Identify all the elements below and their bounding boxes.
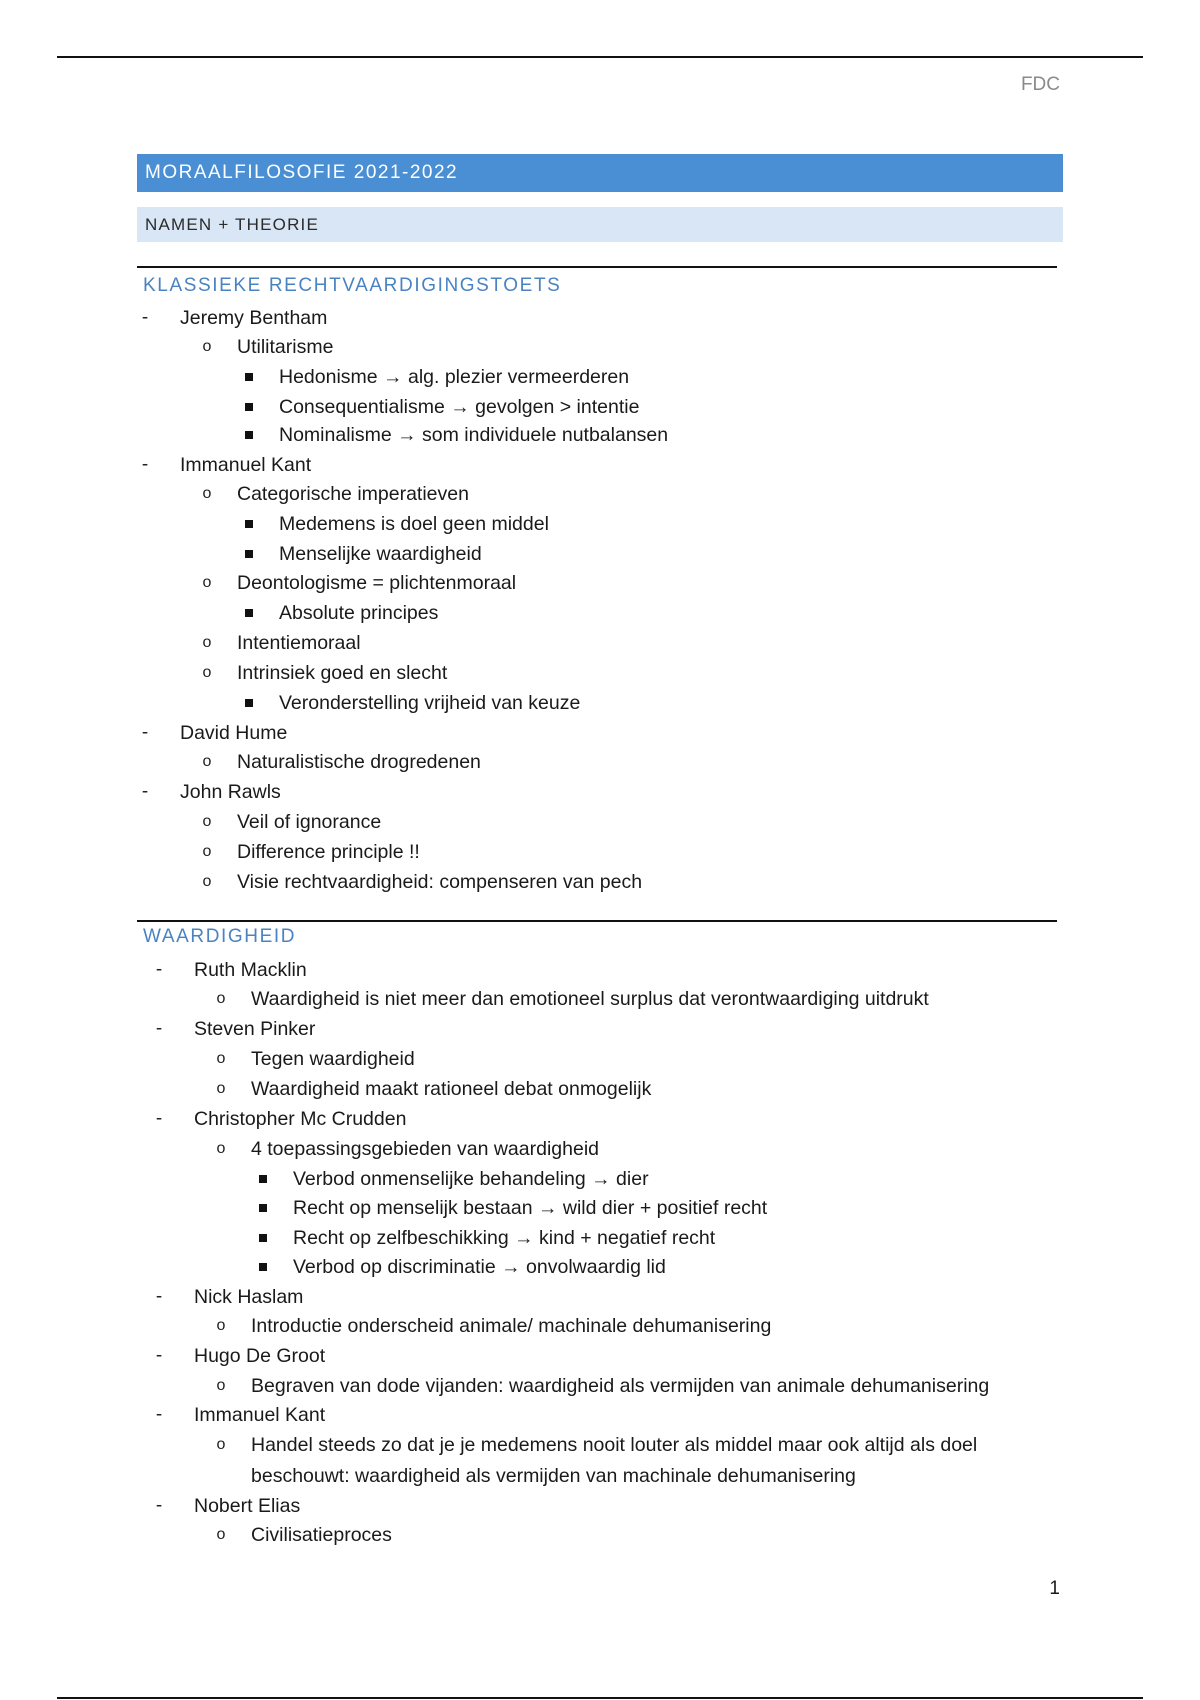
list-item: Veil of ignorance bbox=[237, 811, 382, 833]
list-item-name: Christopher Mc Crudden bbox=[194, 1108, 407, 1130]
list-item: Difference principle !! bbox=[237, 841, 420, 863]
square-bullet bbox=[245, 550, 253, 558]
list-item: Recht op menselijk bestaan → wild dier + positief recht bbox=[293, 1197, 768, 1219]
list-item: Waardigheid maakt rationeel debat onmogelijk bbox=[251, 1078, 652, 1100]
circle-bullet: o bbox=[216, 1080, 226, 1097]
list-item-name: John Rawls bbox=[180, 781, 281, 803]
list-item: Tegen waardigheid bbox=[251, 1048, 415, 1070]
dash-bullet: - bbox=[141, 722, 149, 743]
circle-bullet: o bbox=[216, 990, 226, 1007]
dash-bullet: - bbox=[155, 1108, 163, 1129]
list-item: Introductie onderscheid animale/ machinale dehumanisering bbox=[251, 1315, 772, 1337]
square-bullet bbox=[259, 1263, 267, 1271]
square-bullet bbox=[245, 699, 253, 707]
list-item: Intrinsiek goed en slecht bbox=[237, 662, 448, 684]
circle-bullet: o bbox=[216, 1317, 226, 1334]
list-item: Verbod op discriminatie → onvolwaardig lid bbox=[293, 1256, 666, 1278]
circle-bullet: o bbox=[202, 843, 212, 860]
page-bottom-rule bbox=[57, 1697, 1143, 1699]
section-divider bbox=[137, 920, 1057, 922]
dash-bullet: - bbox=[155, 1495, 163, 1516]
circle-bullet: o bbox=[216, 1377, 226, 1394]
dash-bullet: - bbox=[141, 307, 149, 328]
list-item-continuation: beschouwt: waardigheid als vermijden van machinale dehumanisering bbox=[251, 1465, 856, 1487]
list-item: Verbod onmenselijke behandeling → dier bbox=[293, 1168, 649, 1190]
dash-bullet: - bbox=[141, 454, 149, 475]
circle-bullet: o bbox=[202, 634, 212, 651]
list-item: Intentiemoraal bbox=[237, 632, 361, 654]
document-title: MORAALFILOSOFIE 2021-2022 bbox=[137, 154, 1063, 192]
dash-bullet: - bbox=[155, 1345, 163, 1366]
circle-bullet: o bbox=[202, 873, 212, 890]
square-bullet bbox=[259, 1204, 267, 1212]
list-item: Hedonisme → alg. plezier vermeerderen bbox=[279, 366, 630, 388]
list-item-name: Nick Haslam bbox=[194, 1286, 304, 1308]
circle-bullet: o bbox=[202, 574, 212, 591]
square-bullet bbox=[245, 520, 253, 528]
section-heading-waardigheid: WAARDIGHEID bbox=[143, 926, 297, 947]
dash-bullet: - bbox=[155, 1404, 163, 1425]
list-item-name: Nobert Elias bbox=[194, 1495, 301, 1517]
square-bullet bbox=[245, 431, 253, 439]
dash-bullet: - bbox=[141, 781, 149, 802]
list-item: Visie rechtvaardigheid: compenseren van pech bbox=[237, 871, 643, 893]
circle-bullet: o bbox=[216, 1436, 226, 1453]
list-item: Absolute principes bbox=[279, 602, 439, 624]
circle-bullet: o bbox=[202, 338, 212, 355]
list-item: Handel steeds zo dat je je medemens nooit louter als middel maar ook altijd als doel bbox=[251, 1434, 978, 1456]
list-item-name: Hugo De Groot bbox=[194, 1345, 326, 1367]
document-subtitle: NAMEN + THEORIE bbox=[137, 207, 1063, 242]
list-item-name: Jeremy Bentham bbox=[180, 307, 328, 329]
list-item: Civilisatieproces bbox=[251, 1524, 392, 1546]
dash-bullet: - bbox=[155, 959, 163, 980]
list-item: Deontologisme = plichtenmoraal bbox=[237, 572, 517, 594]
section-heading-klassieke: KLASSIEKE RECHTVAARDIGINGSTOETS bbox=[143, 275, 562, 296]
dash-bullet: - bbox=[155, 1286, 163, 1307]
square-bullet bbox=[259, 1175, 267, 1183]
list-item: Consequentialisme → gevolgen > intentie bbox=[279, 396, 640, 418]
list-item: 4 toepassingsgebieden van waardigheid bbox=[251, 1138, 600, 1160]
list-item: Veronderstelling vrijheid van keuze bbox=[279, 692, 581, 714]
list-item: Naturalistische drogredenen bbox=[237, 751, 481, 773]
list-item: Begraven van dode vijanden: waardigheid als vermijden van animale dehumanisering bbox=[251, 1375, 990, 1397]
section-divider bbox=[137, 266, 1057, 268]
circle-bullet: o bbox=[202, 485, 212, 502]
page-number: 1 bbox=[1049, 1578, 1060, 1599]
list-item: Waardigheid is niet meer dan emotioneel surplus dat verontwaardiging uitdrukt bbox=[251, 988, 929, 1010]
circle-bullet: o bbox=[216, 1526, 226, 1543]
list-item: Menselijke waardigheid bbox=[279, 543, 482, 565]
list-item: Categorische imperatieven bbox=[237, 483, 469, 505]
circle-bullet: o bbox=[216, 1050, 226, 1067]
dash-bullet: - bbox=[155, 1018, 163, 1039]
list-item-name: Immanuel Kant bbox=[180, 454, 312, 476]
list-item-name: Ruth Macklin bbox=[194, 959, 307, 981]
square-bullet bbox=[245, 373, 253, 381]
list-item: Nominalisme → som individuele nutbalansen bbox=[279, 424, 669, 446]
header-initials: FDC bbox=[1020, 74, 1060, 95]
square-bullet bbox=[259, 1234, 267, 1242]
square-bullet bbox=[245, 609, 253, 617]
circle-bullet: o bbox=[216, 1140, 226, 1157]
list-item: Recht op zelfbeschikking → kind + negatief recht bbox=[293, 1227, 716, 1249]
list-item: Utilitarisme bbox=[237, 336, 334, 358]
list-item-name: David Hume bbox=[180, 722, 288, 744]
circle-bullet: o bbox=[202, 664, 212, 681]
page-top-rule bbox=[57, 56, 1143, 58]
square-bullet bbox=[245, 403, 253, 411]
circle-bullet: o bbox=[202, 813, 212, 830]
list-item-name: Immanuel Kant bbox=[194, 1404, 326, 1426]
list-item-name: Steven Pinker bbox=[194, 1018, 316, 1040]
list-item: Medemens is doel geen middel bbox=[279, 513, 549, 535]
circle-bullet: o bbox=[202, 753, 212, 770]
